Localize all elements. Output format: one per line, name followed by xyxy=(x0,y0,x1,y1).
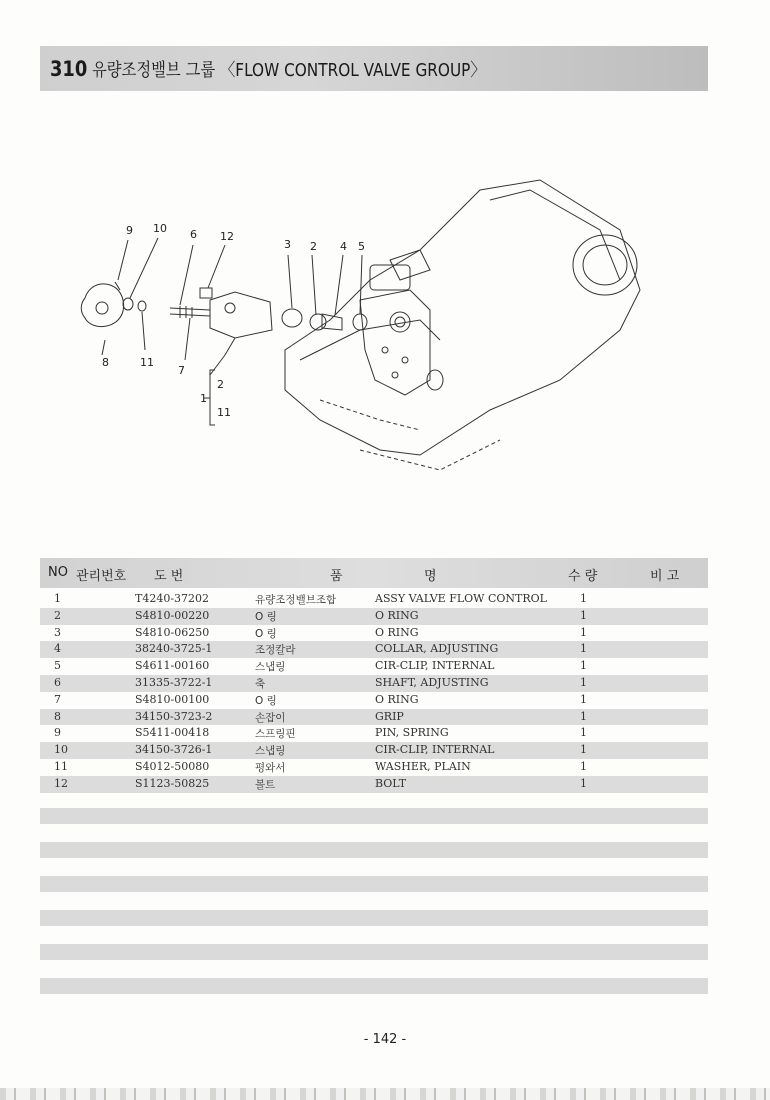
row-no: 3 xyxy=(54,625,61,639)
row-name-kr: O 링 xyxy=(255,694,277,707)
callout-11: 11 xyxy=(140,356,154,369)
header-remarks: 비 고 xyxy=(650,569,680,584)
row-qty: 1 xyxy=(580,625,587,639)
row-part-no: S1123-50825 xyxy=(135,776,210,790)
row-name-kr: 축 xyxy=(255,677,266,690)
row-name-en: CIR-CLIP, INTERNAL xyxy=(375,743,495,757)
row-no: 7 xyxy=(54,692,61,706)
scan-edge-artifact xyxy=(0,1088,770,1100)
row-qty: 1 xyxy=(580,776,587,790)
section-title-bar xyxy=(40,46,708,91)
table-row xyxy=(40,591,708,608)
callout-8: 8 xyxy=(102,356,109,369)
table-row xyxy=(40,641,708,658)
diagram-drawing xyxy=(60,170,660,490)
callout-10: 10 xyxy=(153,222,167,235)
row-name-kr: 유량조정밸브조합 xyxy=(255,594,337,606)
row-name-en: WASHER, PLAIN xyxy=(375,759,471,773)
row-part-no: S4810-06250 xyxy=(135,625,210,639)
table-row xyxy=(40,692,708,709)
row-name-kr: O 링 xyxy=(255,627,277,640)
row-part-no: 34150-3723-2 xyxy=(135,709,213,723)
table-row xyxy=(40,658,708,675)
row-name-en: COLLAR, ADJUSTING xyxy=(375,642,499,656)
row-name-kr: 손잡이 xyxy=(255,711,286,724)
section-number: 310 xyxy=(50,56,88,81)
row-qty: 1 xyxy=(580,608,587,622)
row-name-kr: 스냅링 xyxy=(255,745,286,758)
row-qty: 1 xyxy=(580,743,587,757)
callout-11-sub: 11 xyxy=(217,406,231,419)
row-qty: 1 xyxy=(580,675,587,689)
row-name-en: O RING xyxy=(375,625,419,639)
callout-2: 2 xyxy=(310,240,317,253)
table-row xyxy=(40,759,708,776)
row-part-no: S4810-00100 xyxy=(135,692,210,706)
callout-5: 5 xyxy=(358,240,365,253)
callout-6: 6 xyxy=(190,228,197,241)
row-no: 10 xyxy=(54,743,68,757)
row-part-no: 31335-3722-1 xyxy=(135,675,213,689)
row-no: 11 xyxy=(54,759,68,773)
row-no: 8 xyxy=(54,709,61,723)
table-row xyxy=(40,776,708,793)
empty-row-band xyxy=(40,978,708,994)
callout-4: 4 xyxy=(340,240,347,253)
header-mgmt-no: 관리번호 xyxy=(76,569,127,584)
row-part-no: S4012-50080 xyxy=(135,759,210,773)
section-title: 유량조정밸브 그룹 〈FLOW CONTROL VALVE GROUP〉 xyxy=(91,59,486,81)
row-qty: 1 xyxy=(580,692,587,706)
empty-row-band xyxy=(40,876,708,892)
empty-row-band xyxy=(40,944,708,960)
row-name-en: SHAFT, ADJUSTING xyxy=(375,675,489,689)
header-name-part1: 품 xyxy=(330,569,343,584)
row-part-no: T4240-37202 xyxy=(135,592,210,605)
empty-row-band xyxy=(40,842,708,858)
callout-3: 3 xyxy=(284,238,291,251)
table-row xyxy=(40,742,708,759)
row-name-en: GRIP xyxy=(375,709,404,723)
row-part-no: S4611-00160 xyxy=(135,659,210,673)
table-row xyxy=(40,625,708,642)
header-drawing: 도 번 xyxy=(154,569,184,584)
row-name-en: O RING xyxy=(375,692,419,706)
empty-row-band xyxy=(40,910,708,926)
row-name-en: O RING xyxy=(375,608,419,622)
row-qty: 1 xyxy=(580,659,587,673)
row-name-kr: 스냅링 xyxy=(255,661,286,674)
parts-table xyxy=(40,591,708,793)
row-part-no: S5411-00418 xyxy=(135,726,210,740)
row-name-kr: 조정칼라 xyxy=(255,644,296,657)
row-name-kr: 스프링핀 xyxy=(255,728,296,741)
header-no: NO xyxy=(48,565,68,580)
table-row xyxy=(40,675,708,692)
row-part-no: S4810-00220 xyxy=(135,608,210,622)
empty-row-band xyxy=(40,808,708,824)
row-qty: 1 xyxy=(580,759,587,773)
header-name-part2: 명 xyxy=(424,569,437,584)
row-no: 5 xyxy=(54,659,61,673)
page-number: - 142 - xyxy=(363,1032,407,1047)
row-no: 1 xyxy=(54,592,61,605)
exploded-parts-diagram xyxy=(60,170,660,490)
row-part-no: 34150-3726-1 xyxy=(135,743,213,757)
header-qty: 수 량 xyxy=(568,569,598,584)
row-qty: 1 xyxy=(580,726,587,740)
row-name-en: ASSY VALVE FLOW CONTROL xyxy=(375,592,547,605)
row-qty: 1 xyxy=(580,592,587,605)
row-no: 4 xyxy=(54,642,61,656)
row-qty: 1 xyxy=(580,642,587,656)
callout-1: 1 xyxy=(200,392,207,405)
row-no: 12 xyxy=(54,776,68,790)
row-name-kr: O 링 xyxy=(255,610,277,623)
row-name-kr: 볼트 xyxy=(255,778,276,791)
callout-9: 9 xyxy=(126,224,133,237)
row-name-en: PIN, SPRING xyxy=(375,726,449,740)
row-part-no: 38240-3725-1 xyxy=(135,642,213,656)
row-name-kr: 평와서 xyxy=(255,761,286,774)
callout-2-sub: 2 xyxy=(217,378,224,391)
callout-7: 7 xyxy=(178,364,185,377)
row-no: 6 xyxy=(54,675,61,689)
table-row xyxy=(40,608,708,625)
row-name-en: CIR-CLIP, INTERNAL xyxy=(375,659,495,673)
parts-table-header xyxy=(40,558,708,588)
row-no: 9 xyxy=(54,726,61,740)
row-qty: 1 xyxy=(580,709,587,723)
row-name-en: BOLT xyxy=(375,776,407,790)
table-row xyxy=(40,709,708,726)
callout-12: 12 xyxy=(220,230,234,243)
row-no: 2 xyxy=(54,608,61,622)
table-row xyxy=(40,725,708,742)
